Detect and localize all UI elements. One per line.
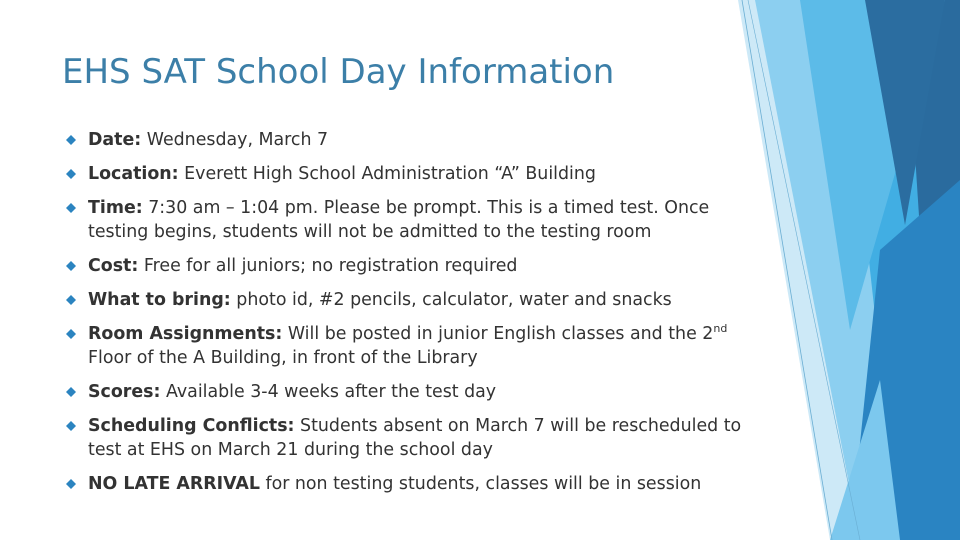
bullet-list <box>66 128 766 506</box>
bullet-text: Wednesday, March 7 <box>141 130 329 150</box>
diamond-icon <box>66 479 76 489</box>
list-item <box>66 254 766 278</box>
list-item <box>66 380 766 404</box>
list-item <box>66 162 766 186</box>
bullet-text: photo id, #2 pencils, calculator, water and snacks <box>230 290 672 310</box>
bullet-text: Free for all juniors; no registration required <box>138 256 518 276</box>
diamond-icon <box>66 295 76 305</box>
bullet-text: Students absent on March 7 will be rescheduled to test at EHS on March 21 during the school day <box>88 416 742 460</box>
diamond-icon <box>66 387 76 397</box>
bullet-label: Scores: <box>88 382 161 402</box>
diamond-icon <box>66 261 76 271</box>
bullet-label: Scheduling Conflicts: <box>88 416 295 436</box>
diamond-icon <box>66 421 76 431</box>
bullet-label: Date: <box>88 130 142 150</box>
list-item <box>66 196 766 244</box>
bullet-text: 7:30 am – 1:04 pm. Please be prompt. This is a timed test. Once testing begins, students will not be admitted to the testing room <box>88 198 710 242</box>
bullet-text: Will be posted in junior English classes and the 2 <box>282 324 714 344</box>
bullet-label: Cost: <box>88 256 139 276</box>
diamond-icon <box>66 329 76 339</box>
bullet-label: Location: <box>88 164 179 184</box>
diamond-icon <box>66 169 76 179</box>
diamond-icon <box>66 203 76 213</box>
bullet-label: NO LATE ARRIVAL <box>88 474 260 494</box>
bullet-text: Everett High School Administration “A” Building <box>178 164 596 184</box>
list-item <box>66 288 766 312</box>
bullet-label: Time: <box>88 198 143 218</box>
bullet-label: Room Assignments: <box>88 324 283 344</box>
list-item <box>66 414 766 462</box>
bullet-text: for non testing students, classes will be in session <box>259 474 702 494</box>
list-item <box>66 128 766 152</box>
bullet-text: Available 3-4 weeks after the test day <box>160 382 497 402</box>
ordinal-suffix: nd <box>713 322 728 336</box>
list-item <box>66 322 766 370</box>
slide-title: EHS SAT School Day Information <box>62 52 615 92</box>
diamond-icon <box>66 135 76 145</box>
list-item <box>66 472 766 496</box>
bullet-label: What to bring: <box>88 290 231 310</box>
bullet-text-continued: Floor of the A Building, in front of the Library <box>88 348 478 368</box>
